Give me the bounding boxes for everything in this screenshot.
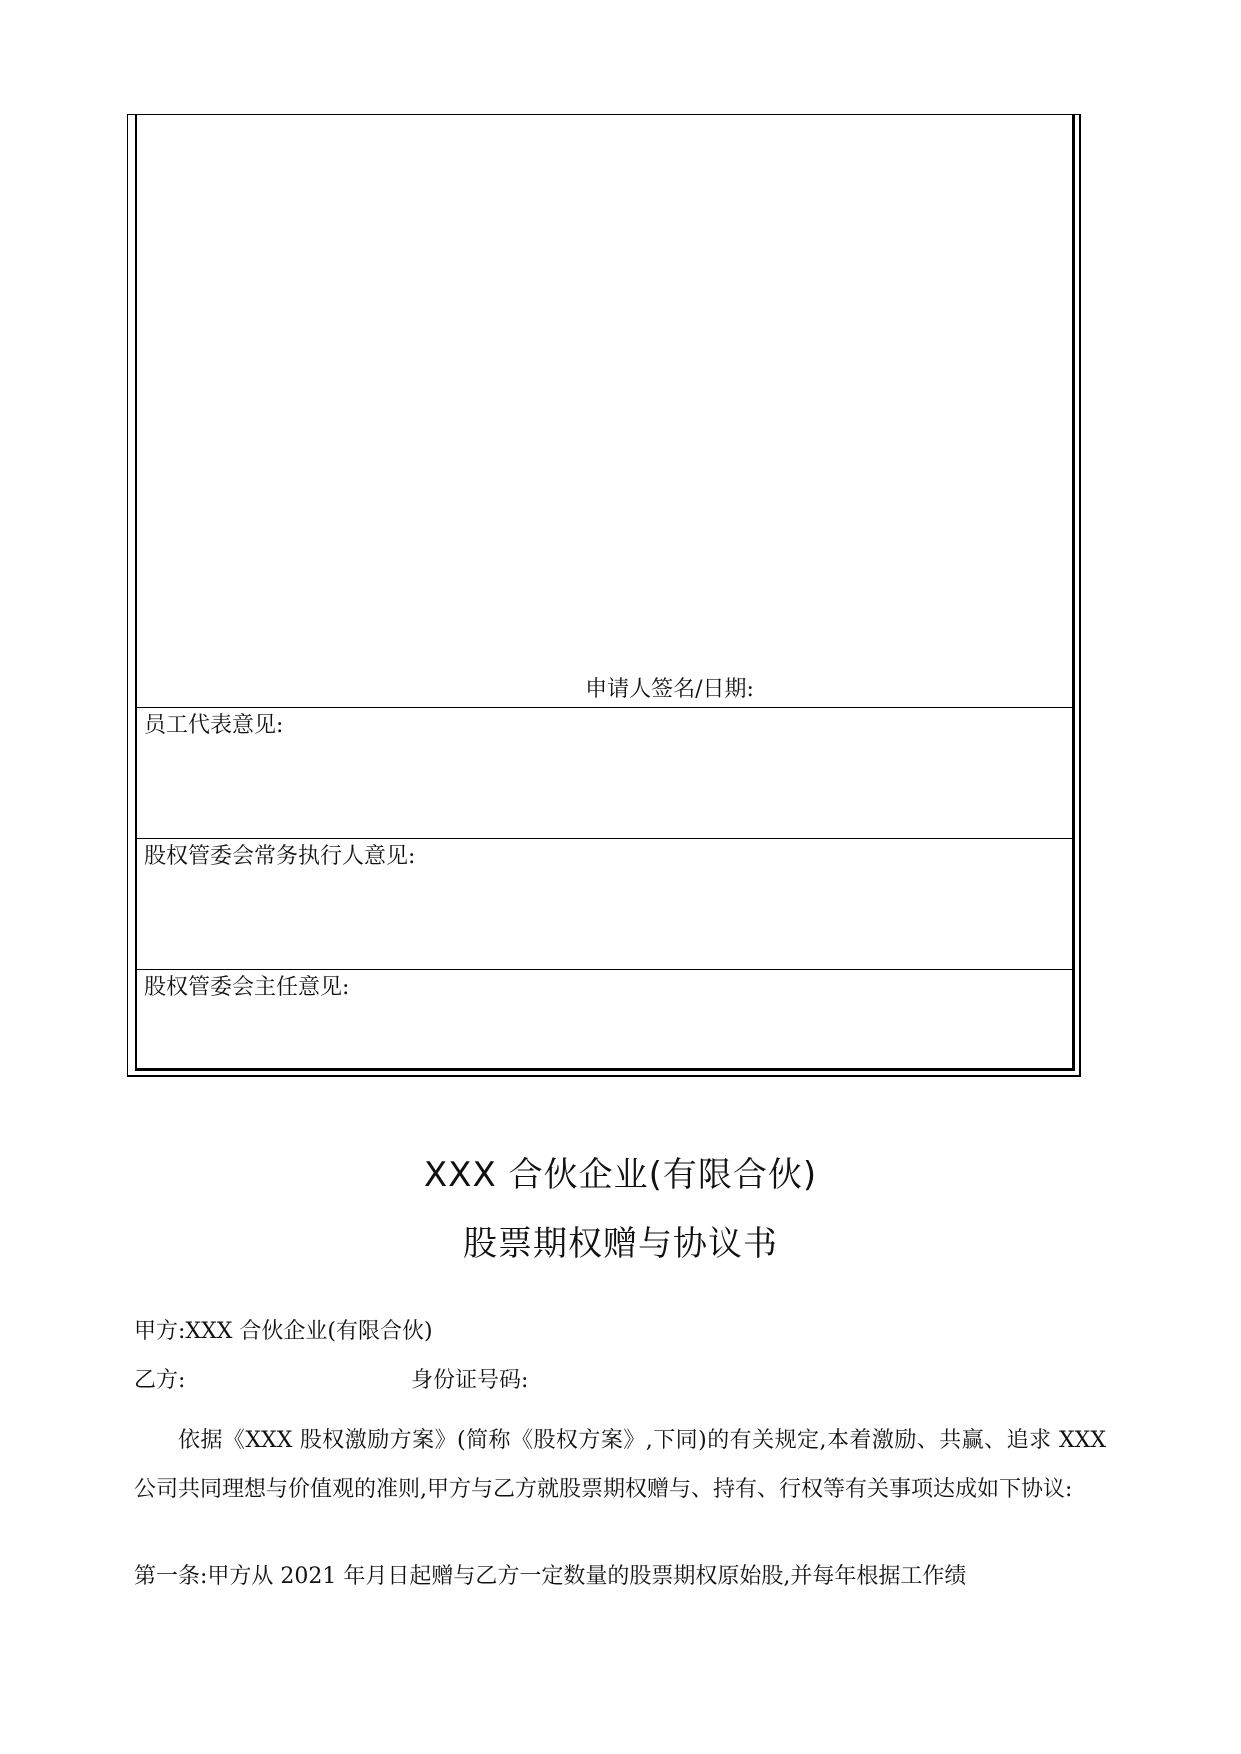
executive-opinion-section bbox=[137, 839, 1072, 970]
article-1: 第一条:甲方从 2021 年月日起赠与乙方一定数量的股票期权原始股,并每年根据工作绩 bbox=[134, 1564, 967, 1589]
director-opinion-label: 股权管委会主任意见: bbox=[144, 975, 350, 1000]
approval-form bbox=[127, 114, 1081, 1077]
approval-form-inner bbox=[135, 115, 1075, 1071]
applicant-signature-label: 申请人签名/日期: bbox=[585, 677, 754, 702]
employee-rep-label: 员工代表意见: bbox=[144, 713, 284, 738]
employee-rep-section bbox=[137, 708, 1072, 839]
agreement-title-line1: XXX 合伙企业(有限合伙) bbox=[423, 1155, 818, 1195]
party-a: 甲方:XXX 合伙企业(有限合伙) bbox=[134, 1319, 433, 1344]
executive-opinion-label: 股权管委会常务执行人意见: bbox=[144, 844, 416, 869]
director-opinion-section bbox=[137, 970, 1072, 1068]
agreement-title-line2: 股票期权赠与协议书 bbox=[463, 1224, 778, 1264]
applicant-section bbox=[137, 115, 1072, 708]
party-b: 乙方: bbox=[134, 1368, 186, 1393]
id-number-label: 身份证号码: bbox=[411, 1368, 529, 1393]
preamble-paragraph: 依据《XXX 股权激励方案》(简称《股权方案》,下同)的有关规定,本着激励、共赢、追求 XXX 公司共同理想与价值观的准则,甲方与乙方就股票期权赠与、持有、行权等有关事项达成如下协议: bbox=[134, 1428, 1106, 1502]
